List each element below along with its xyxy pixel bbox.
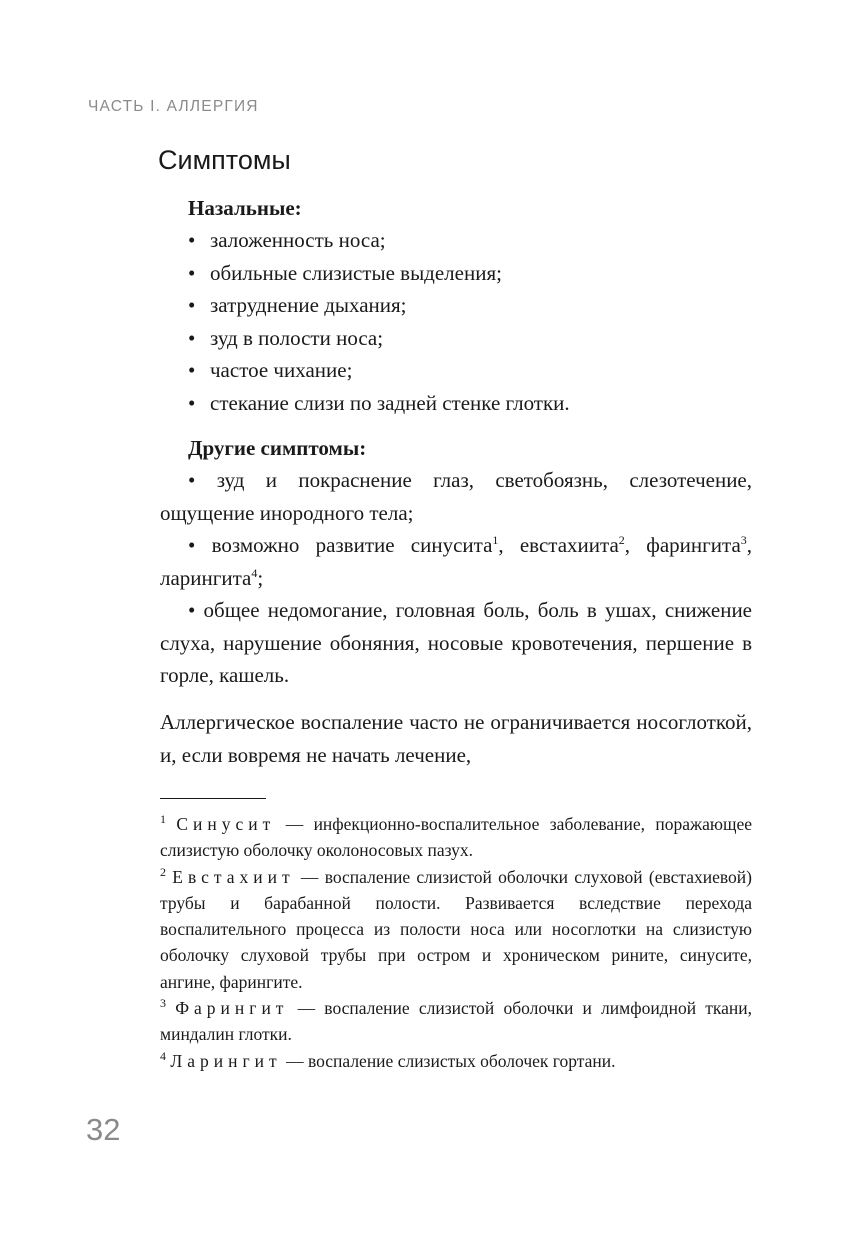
footnote-term: Синусит (176, 814, 276, 834)
text-fragment: , евстахиита (498, 533, 619, 557)
footnote-text: — инфекционно-воспалительное заболевание, поражающее слизистую оболочку околоносовых пазух. (160, 814, 752, 861)
bullet-icon: • (188, 358, 196, 382)
list-item (188, 322, 754, 355)
footnote-ref: 4 (251, 565, 258, 580)
footnote (160, 811, 752, 864)
bullet-icon: • (188, 325, 196, 350)
list-item-text: обильные слизистые выделения; (210, 260, 502, 285)
list-item-text: частое чихание; (210, 358, 353, 382)
footnote-number: 2 (160, 864, 166, 879)
text-fragment: , ларингита (160, 533, 753, 590)
footnote-text: — воспаление слизистой оболочки и лимфоидной ткани, миндалин глотки. (160, 998, 752, 1045)
text-fragment: возможно развитие синусита (211, 533, 493, 557)
list-item (188, 224, 754, 257)
list-item (188, 354, 754, 387)
bullet-icon: • (188, 228, 196, 252)
bullet-icon: • (188, 468, 196, 492)
footnote-ref: 3 (740, 533, 747, 547)
footnote-number: 3 (160, 996, 166, 1011)
footnote-text: — воспаление слизистой оболочки слуховой (евстахиевой) трубы и барабанной полости. Развивается вследствие перехода воспалительного процесса из полости носа или носоглотки на слизистую оболочку слуховой трубы при остром и хроническом рините, синусите, ангине, фарингите. (160, 866, 752, 992)
other-item-3-text: общее недомогание, головная боль, боль в ушах, снижение слуха, нарушение обоняния, носовые кровотечения, першение в горле, кашель. (160, 598, 753, 687)
footnote-ref: 1 (492, 533, 499, 547)
list-item-text: заложенность носа; (210, 228, 386, 252)
footnote (160, 1048, 752, 1074)
footnote (160, 995, 752, 1048)
footnote-number: 4 (160, 1048, 166, 1063)
footnote (160, 864, 752, 995)
footnote-term: Фарингит (175, 998, 289, 1019)
footnote-rule (160, 798, 266, 799)
text-fragment: , фарингита (624, 533, 741, 557)
list-item (188, 289, 754, 322)
running-header: ЧАСТЬ I. АЛЛЕРГИЯ (88, 98, 259, 115)
bullet-icon: • (188, 293, 196, 317)
list-item-text: стекание слизи по задней стенке глотки. (210, 390, 570, 415)
nasal-heading: Назальные: (188, 196, 302, 220)
bullet-icon: • (188, 260, 196, 285)
other-item-3 (160, 594, 752, 692)
list-item (188, 387, 754, 420)
body-paragraph: Аллергическое воспаление часто не ограничивается носоглоткой, и, если вовремя не начать лечение, (160, 710, 752, 767)
list-item (188, 257, 754, 290)
list-item-text: затруднение дыхания; (210, 293, 407, 317)
other-item-1-text: зуд и покраснение глаз, светобоязнь, слезотечение, ощущение инородного тела; (160, 468, 752, 525)
text-fragment: ; (257, 565, 264, 590)
other-heading: Другие симптомы: (188, 436, 367, 460)
section-title: Симптомы (158, 145, 291, 175)
other-item-2 (160, 529, 752, 594)
footnote-ref: 2 (618, 533, 625, 547)
page-number: 32 (86, 1112, 121, 1147)
nasal-list (188, 224, 754, 419)
footnote-term: Евстахиит (172, 866, 295, 887)
bullet-icon: • (188, 390, 196, 415)
other-symptoms (160, 432, 752, 692)
footnote-number: 1 (160, 812, 166, 827)
nasal-symptoms (188, 192, 754, 419)
bullet-icon: • (188, 598, 196, 622)
other-item-1 (160, 464, 752, 529)
footnote-text: — воспаление слизистых оболочек гортани. (281, 1050, 616, 1071)
bullet-icon: • (188, 533, 196, 557)
footnotes (160, 811, 752, 1074)
footnote-term: Ларингит (170, 1050, 282, 1071)
list-item-text: зуд в полости носа; (210, 325, 384, 350)
